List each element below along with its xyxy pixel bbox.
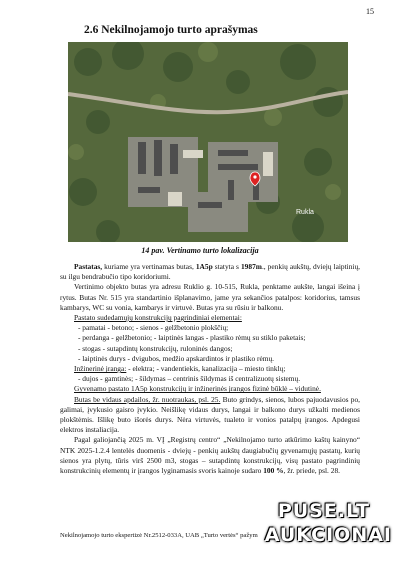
paragraph-catalog <box>60 435 360 476</box>
text: statyta s <box>212 262 241 271</box>
document-body <box>60 262 360 476</box>
text: Inžinerinė įranga: <box>74 364 127 374</box>
structures-title: Pastato sudedamųjų konstrukcijų pagrindiniai elementai: <box>74 313 242 323</box>
bold-text: 1987m <box>240 262 262 271</box>
bold-text: Pastatas, <box>74 262 103 271</box>
figure-caption: 14 pav. Vertinamo turto lokalizacija <box>141 246 259 255</box>
map-place-label: Rukla <box>296 209 314 216</box>
page-number: 15 <box>366 7 374 16</box>
text: Butas be vidaus apdailos, žr. nuotraukas, psl. 25. <box>74 394 221 404</box>
watermark-top: PUSE.LT <box>277 500 370 522</box>
text: kuriame yra vertinamas butas, <box>102 262 196 271</box>
condition-line: Gyvenamo pastato 1A5p konstrukcijų ir inžinerinės įrangos fizinė būklė – vidutinė. <box>74 384 321 394</box>
list-item: - stogas - sutapdintų konstrukcijų, ruloninės dangos; <box>78 343 233 353</box>
aerial-map-photo <box>68 42 348 242</box>
bold-text: 100 % <box>263 466 284 476</box>
paragraph-interior <box>60 395 360 436</box>
paragraph-apartment: Vertinimo objekto butas yra adresu Ruklio g. 10-515, Rukla, penktame aukšte, langai išeina į rytus. Butas Nr. 515 yra standartinio išplanavimo, jame yra sekančios patalpos: koridorius, tamsus kambarys, WC su vonia, kambarys ir virtuvė. Butas yra su rūsiu ir balkonu. <box>60 282 360 312</box>
text: Buto grindys, sienos, lubos pajuodavusios po, galimai, įvykusio gaisro įvykio. Neišlikę vidaus durys, langai ir balkono durys užkalti medienos plokštėmis. Išlikę buto išorės durys. Nėra virtuvės, tualeto ir vonios patalpų įrangos. Apdegusi elektros instaliacija. <box>60 394 360 435</box>
list-item: - pamatai - betono; - sienos - gelžbetonio plokščių; <box>78 323 229 333</box>
watermark-bottom: AUKCIONAI <box>264 524 392 546</box>
page-footer: Nekilnojamojo turto ekspertizė Nr.2512-033A, UAB „Turto vertės“ pažym <box>60 532 258 539</box>
text: , žr. priede, psl. 28. <box>283 466 340 476</box>
text: ., penkių aukštų, dviejų laiptinių, su ilgu bendrabučio tipo koridoriumi. <box>60 262 360 282</box>
bold-text: 1A5p <box>195 262 213 271</box>
engineering-line-2: - dujos - gamtinės; - šildymas – centrinis šildymas iš centralizuotų sistemų. <box>78 374 301 384</box>
list-item: - laiptinės durys - dvigubos, medžio apskardintos ir plastiko rėmų. <box>78 353 275 363</box>
text: Pagal galiojančią 2025 m. VĮ „Registrų centro“ „Nekilnojamo turto atkūrimo kaštų kainyno“ NTK 2025-1.2.4 lentelės duomenis - dviejų - penkių aukštų daugiabučių gyvenamųjų pastatų, kurių sienos yra plytų, tūris virš 2500 m3, stogas – sutapdintų konstrukcijų, visų pastato pagrindinių konstrukcinių elementų ir įrangos lyginamasis svoris kainoje sudaro <box>60 435 360 476</box>
section-heading: 2.6 Nekilnojamojo turto aprašymas <box>84 24 258 36</box>
engineering-line <box>60 364 360 374</box>
text: - elektra; - vandentiekis, kanalizacija – miesto tinklų; <box>126 364 286 374</box>
list-item: - perdanga - gelžbetonio; - laiptinės langas - plastiko rėmų su stiklo paketais; <box>78 333 306 343</box>
paragraph-building <box>60 262 360 282</box>
